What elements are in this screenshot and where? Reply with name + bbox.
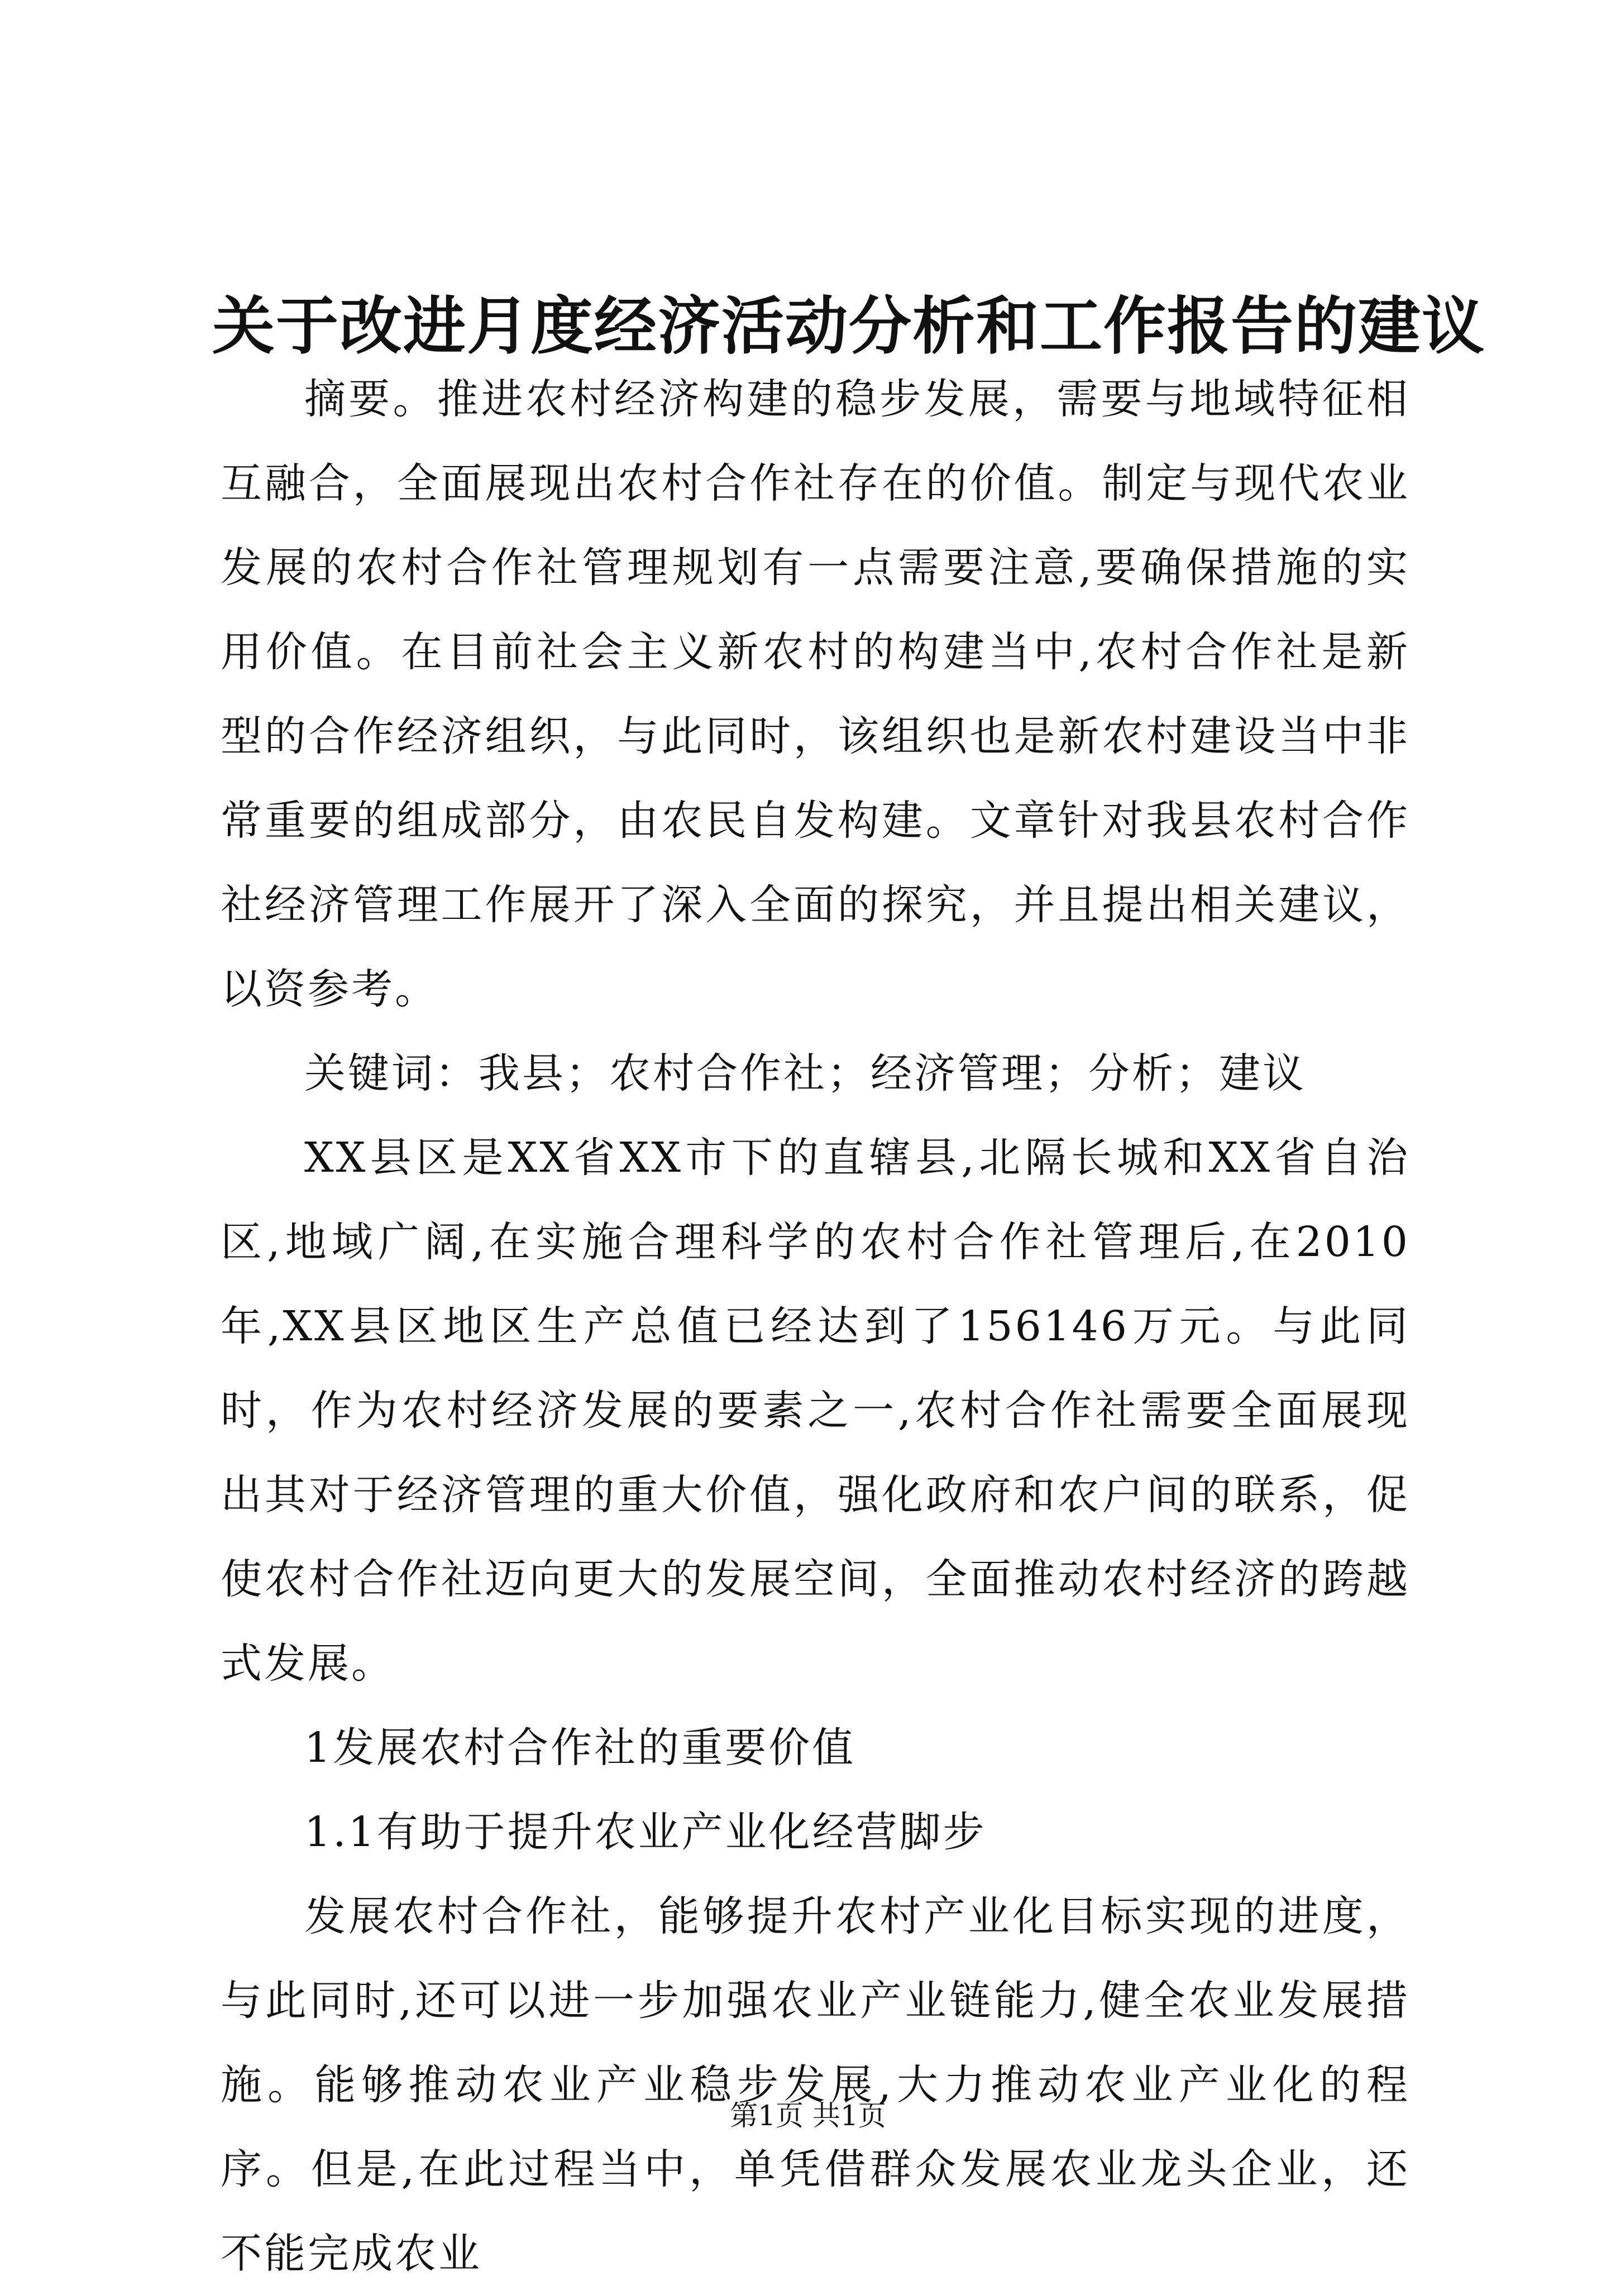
section-heading-1: 1发展农村合作社的重要价值 xyxy=(304,1724,856,1772)
keywords-paragraph: 关键词：我县；农村合作社；经济管理；分析；建议 xyxy=(304,1049,1306,1097)
subsection-heading-1-1: 1.1有助于提升农业产业化经营脚步 xyxy=(304,1808,987,1856)
abstract-paragraph: 摘要。推进农村经济构建的稳步发展，需要与地域特征相互融合，全面展现出农村合作社存在的价值。制定与现代农业发展的农村合作社管理规划有一点需要注意,要确保措施的实用价值。在目前社会主义新农村的构建当中,农村合作社是新型的合作经济组织，与此同时，该组织也是新农村建设当中非常重要的组成部分，由农民自发构建。文章针对我县农村合作社经济管理工作展开了深入全面的探究，并且提出相关建议，以资参考。 xyxy=(221,375,1410,1013)
document-title: 关于改进月度经济活动分析和工作报告的建议 xyxy=(212,290,1485,363)
intro-paragraph: XX县区是XX省XX市下的直辖县,北隔长城和XX省自治区,地域广阔,在实施合理科学的农村合作社管理后,在2010年,XX县区地区生产总值已经达到了156146万元。与此同时，作为农村经济发展的要素之一,农村合作社需要全面展现出其对于经济管理的重大价值，强化政府和农户间的联系，促使农村合作社迈向更大的发展空间，全面推动农村经济的跨越式发展。 xyxy=(221,1134,1410,1688)
body-paragraph: 发展农村合作社，能够提升农村产业化目标实现的进度，与此同时,还可以进一步加强农业产业链能力,健全农业发展措施。能够推动农业产业稳步发展,大力推动农业产业化的程序。但是,在此过程当中，单凭借群众发展农业龙头企业，还不能完成农业 xyxy=(221,1892,1410,2278)
page-footer: 第1页 共1页 xyxy=(730,2100,886,2132)
document-body xyxy=(221,357,1410,2296)
